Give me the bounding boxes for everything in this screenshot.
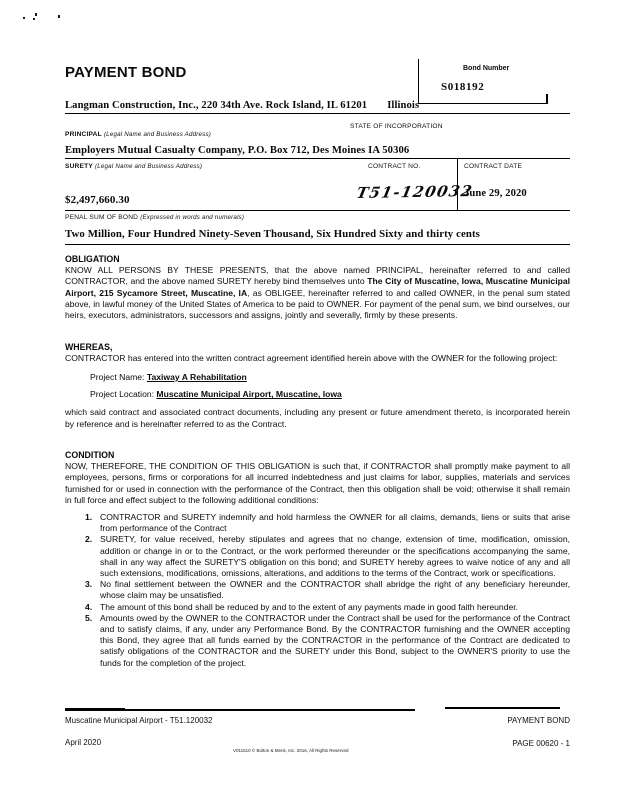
contract-no-label: CONTRACT NO. — [368, 163, 421, 170]
penal-sum-label-text: PENAL SUM OF BOND — [65, 214, 139, 221]
contract-date-cell — [458, 159, 570, 210]
principal-label-row — [65, 123, 570, 141]
project-name-line — [90, 372, 570, 382]
footer-project-ref: Muscatine Municipal Airport - T51.120032 — [65, 716, 213, 725]
scan-speck — [35, 13, 37, 16]
contract-no-handwritten-value: T51-120032 — [355, 181, 475, 203]
surety-label — [65, 163, 202, 170]
principal-fill-line — [65, 100, 570, 114]
condition-item-text: Amounts owed by the OWNER to the CONTRACTOR under the Contract shall be used for the performance of the Contract and to satisfy claims, if any, under any Performance Bond. By the CONTRACTOR furnishing and the OWNER accepting this Bond, they agree that all funds earned by the CONTRACTOR in the performance of the Contract are dedicated to satisfy obligations of the CONTRACTOR and the SURETY under this Bond, subject to the OWNER'S priority to use the funds for the completion of the project. — [100, 612, 570, 668]
contract-date-label: CONTRACT DATE — [464, 163, 523, 170]
scan-speck — [23, 17, 25, 19]
penal-sum-label-note: (Expressed in words and numerals) — [140, 214, 245, 221]
obligation-body-post: , as OBLIGEE, hereinafter referred to and called OWNER, in the penal sum stated above, in lawful money of the United States of America to be paid to OWNER. For payment of the penal sum, we bind ourselves, our heirs, executors, administrators, successors and assigns, jointly and severally, firmly by these presents. — [65, 287, 570, 321]
surety-label-note: (Legal Name and Business Address) — [95, 163, 203, 170]
footer-rule-left-thick — [65, 708, 125, 711]
condition-item — [85, 602, 570, 613]
condition-heading: CONDITION — [65, 450, 115, 460]
surety-label-text: SURETY — [65, 163, 93, 170]
obligation-section — [65, 254, 570, 321]
surety-value: Employers Mutual Casualty Company, P.O. Box 712, Des Moines IA 50306 — [65, 145, 410, 156]
condition-item — [85, 534, 570, 579]
scan-speck — [58, 15, 60, 18]
principal-label-text: PRINCIPAL — [65, 131, 102, 138]
condition-item — [85, 512, 570, 534]
condition-item-text: CONTRACTOR and SURETY indemnify and hold harmless the OWNER for all claims, demands, liens or suits that arise from performance of the Contract — [100, 512, 570, 534]
project-location-label: Project Location: — [90, 389, 157, 400]
condition-item-number: 4. — [85, 601, 93, 612]
bond-number-box — [418, 59, 548, 104]
project-location-value: Muscatine Municipal Airport, Muscatine, Iowa — [156, 389, 342, 400]
footer-rule-right — [445, 707, 560, 709]
surety-contract-no-cell — [65, 159, 475, 210]
project-name-value: Taxiway A Rehabilitation — [146, 371, 247, 382]
bond-number-value: S018192 — [441, 81, 485, 93]
penal-sum-words-line — [65, 228, 570, 245]
condition-item — [85, 579, 570, 601]
obligation-body-pre: KNOW ALL PERSONS BY THESE PRESENTS, that the above named PRINCIPAL, hereinafter referred to and called CONTRACTOR, and the above named SURETY hereby bind themselves unto — [65, 265, 570, 287]
penal-sum-amount: $2,497,660.30 — [65, 194, 130, 206]
condition-item — [85, 613, 570, 669]
condition-item-text: SURETY, for value received, hereby stipulates and agrees that no change, extension of time, modification, omission, addition or change in or to the Contract, or the work performed thereunder or the specifications accompanying the same, shall in any way affect the SURETY'S obligation on this bond; and SURETY hereby agrees to waive notice of any and all such extensions, modifications, omissions, alterations, and additions to the terms of the Contract, work or specifications. — [100, 534, 570, 579]
contract-date-value: June 29, 2020 — [464, 188, 527, 199]
scan-speck — [33, 18, 35, 20]
page-title: PAYMENT BOND — [65, 64, 187, 81]
condition-item-number: 3. — [85, 579, 93, 590]
principal-label-note: (Legal Name and Business Address) — [103, 131, 212, 138]
footer-date: April 2020 — [65, 738, 102, 747]
penal-sum-words: Two Million, Four Hundred Ninety-Seven Thousand, Six Hundred Sixty and thirty cents — [65, 228, 480, 240]
penal-sum-label — [65, 214, 244, 221]
condition-body: NOW, THEREFORE, THE CONDITION OF THIS OBLIGATION is such that, if CONTRACTOR shall promptly make payment to all employees, persons, firms or corporations for all incurred indebtedness and just claims for labor, supplies, materials and services furnished for or used in connection with the performance of the Contract, then this obligation shall be void; otherwise it shall remain in full force and effect subject to the following additional conditions: — [65, 461, 570, 505]
condition-item-text: The amount of this bond shall be reduced by and to the extent of any payments made in good faith hereunder. — [100, 601, 519, 612]
state-of-incorporation-value: Illinois — [387, 100, 420, 111]
whereas-heading: WHEREAS, — [65, 342, 113, 352]
condition-item-number: 2. — [85, 534, 93, 545]
whereas-body: CONTRACTOR has entered into the written contract agreement identified herein above with the OWNER for the following project: — [65, 353, 558, 364]
footer-doc-name: PAYMENT BOND — [507, 716, 570, 725]
whereas-closing: which said contract and associated contract documents, including any present or future amendment thereto, is incorporated herein by reference and is hereinafter referred to as the Contract. — [65, 407, 570, 429]
footer-page-number: PAGE 00620 - 1 — [512, 739, 570, 748]
condition-section — [65, 450, 570, 669]
project-name-label: Project Name: — [90, 371, 147, 382]
condition-item-text: No final settlement between the OWNER and the CONTRACTOR shall abridge the right of any beneficiary hereunder, whose claim may be unsatisfied. — [100, 579, 570, 601]
footer-copyright: V011510 © Bolton & Menk, Inc. 2016, All Rights Reserved — [233, 747, 349, 754]
whereas-section — [65, 342, 570, 430]
principal-value: Langman Construction, Inc., 220 34th Ave. Rock Island, IL 61201 — [65, 100, 368, 111]
condition-list — [65, 512, 570, 669]
obligation-heading: OBLIGATION — [65, 254, 120, 264]
project-location-line — [90, 389, 570, 399]
condition-item-number: 5. — [85, 612, 93, 623]
principal-label — [65, 131, 211, 138]
obligation-body — [65, 265, 570, 321]
state-of-incorporation-label: STATE OF INCORPORATION — [350, 123, 443, 130]
condition-item-number: 1. — [85, 512, 93, 523]
obligation-body-bold: The City of Muscatine, Iowa, Muscatine Municipal Airport, 215 Sycamore Street, Muscatine, IA — [65, 276, 570, 298]
bond-number-label: Bond Number — [463, 65, 510, 72]
contract-info-table — [65, 158, 570, 211]
